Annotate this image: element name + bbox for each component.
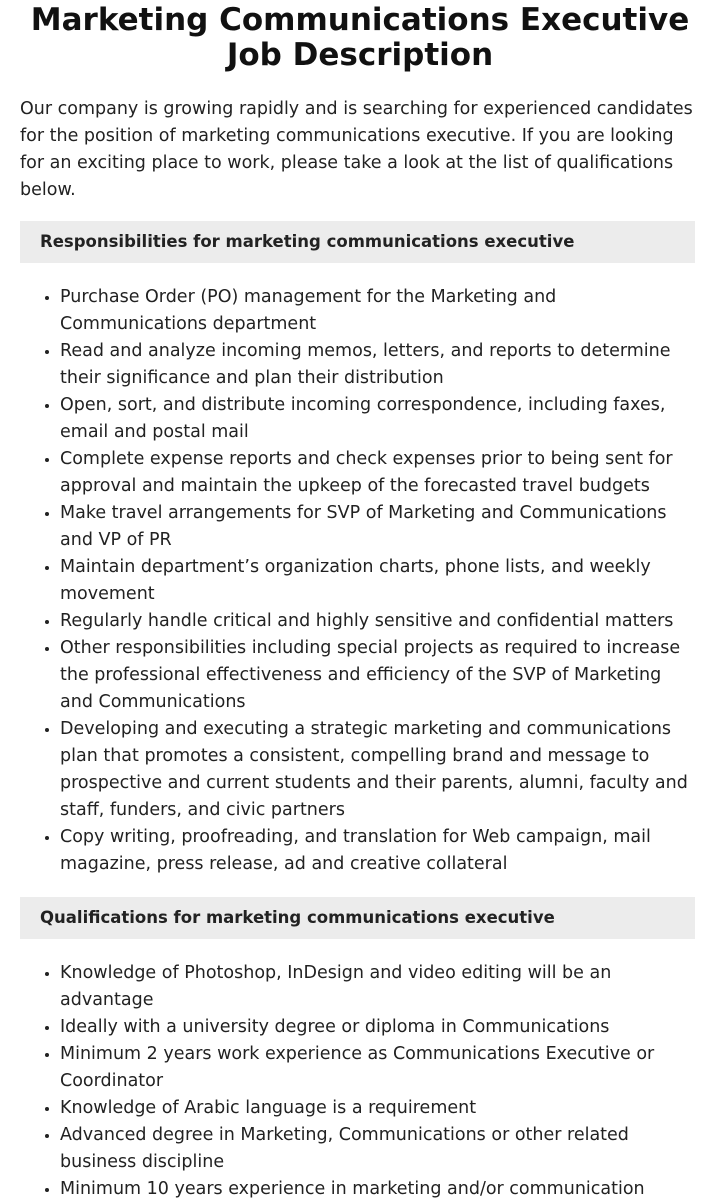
intro-paragraph: Our company is growing rapidly and is searching for experienced candidates for the position of marketing communications executive. If you are looking for an exciting place to work, please take a look at the list of qualifications below. (20, 99, 693, 200)
list-item: • Maintain department’s organization charts, phone lists, and weekly movement (60, 554, 696, 608)
qualifications-heading: Qualifications for marketing communications executive (20, 897, 695, 939)
list-item: • Make travel arrangements for SVP of Marketing and Communications and VP of PR (60, 500, 696, 554)
list-item: • Minimum 10 years experience in marketing and/or communication (60, 1176, 696, 1203)
list-item: • Developing and executing a strategic marketing and communications plan that promotes a consistent, compelling brand and message to prospective and current students and their parents, alumni, faculty and staff, funders, and civic partners (60, 716, 696, 824)
list-item: • Complete expense reports and check expenses prior to being sent for approval and maintain the upkeep of the forecasted travel budgets (60, 446, 696, 500)
list-item: • Other responsibilities including special projects as required to increase the professional effectiveness and efficiency of the SVP of Marketing and Communications (60, 635, 696, 716)
list-item: • Copy writing, proofreading, and translation for Web campaign, mail magazine, press release, ad and creative collateral (60, 824, 696, 878)
page-title: Marketing Communications Executive Job Description (30, 2, 690, 73)
list-item: • Open, sort, and distribute incoming correspondence, including faxes, email and postal mail (60, 392, 696, 446)
qualifications-list (20, 960, 696, 1203)
list-item: • Knowledge of Photoshop, InDesign and video editing will be an advantage (60, 960, 696, 1014)
list-item: • Minimum 2 years work experience as Communications Executive or Coordinator (60, 1041, 696, 1095)
responsibilities-list (20, 284, 696, 878)
list-item: • Knowledge of Arabic language is a requirement (60, 1095, 696, 1122)
responsibilities-heading: Responsibilities for marketing communications executive (20, 221, 695, 263)
list-item: • Read and analyze incoming memos, letters, and reports to determine their significance and plan their distribution (60, 338, 696, 392)
list-item: • Purchase Order (PO) management for the Marketing and Communications department (60, 284, 696, 338)
list-item: • Advanced degree in Marketing, Communications or other related business discipline (60, 1122, 696, 1176)
list-item: • Regularly handle critical and highly sensitive and confidential matters (60, 608, 696, 635)
list-item: • Ideally with a university degree or diploma in Communications (60, 1014, 696, 1041)
